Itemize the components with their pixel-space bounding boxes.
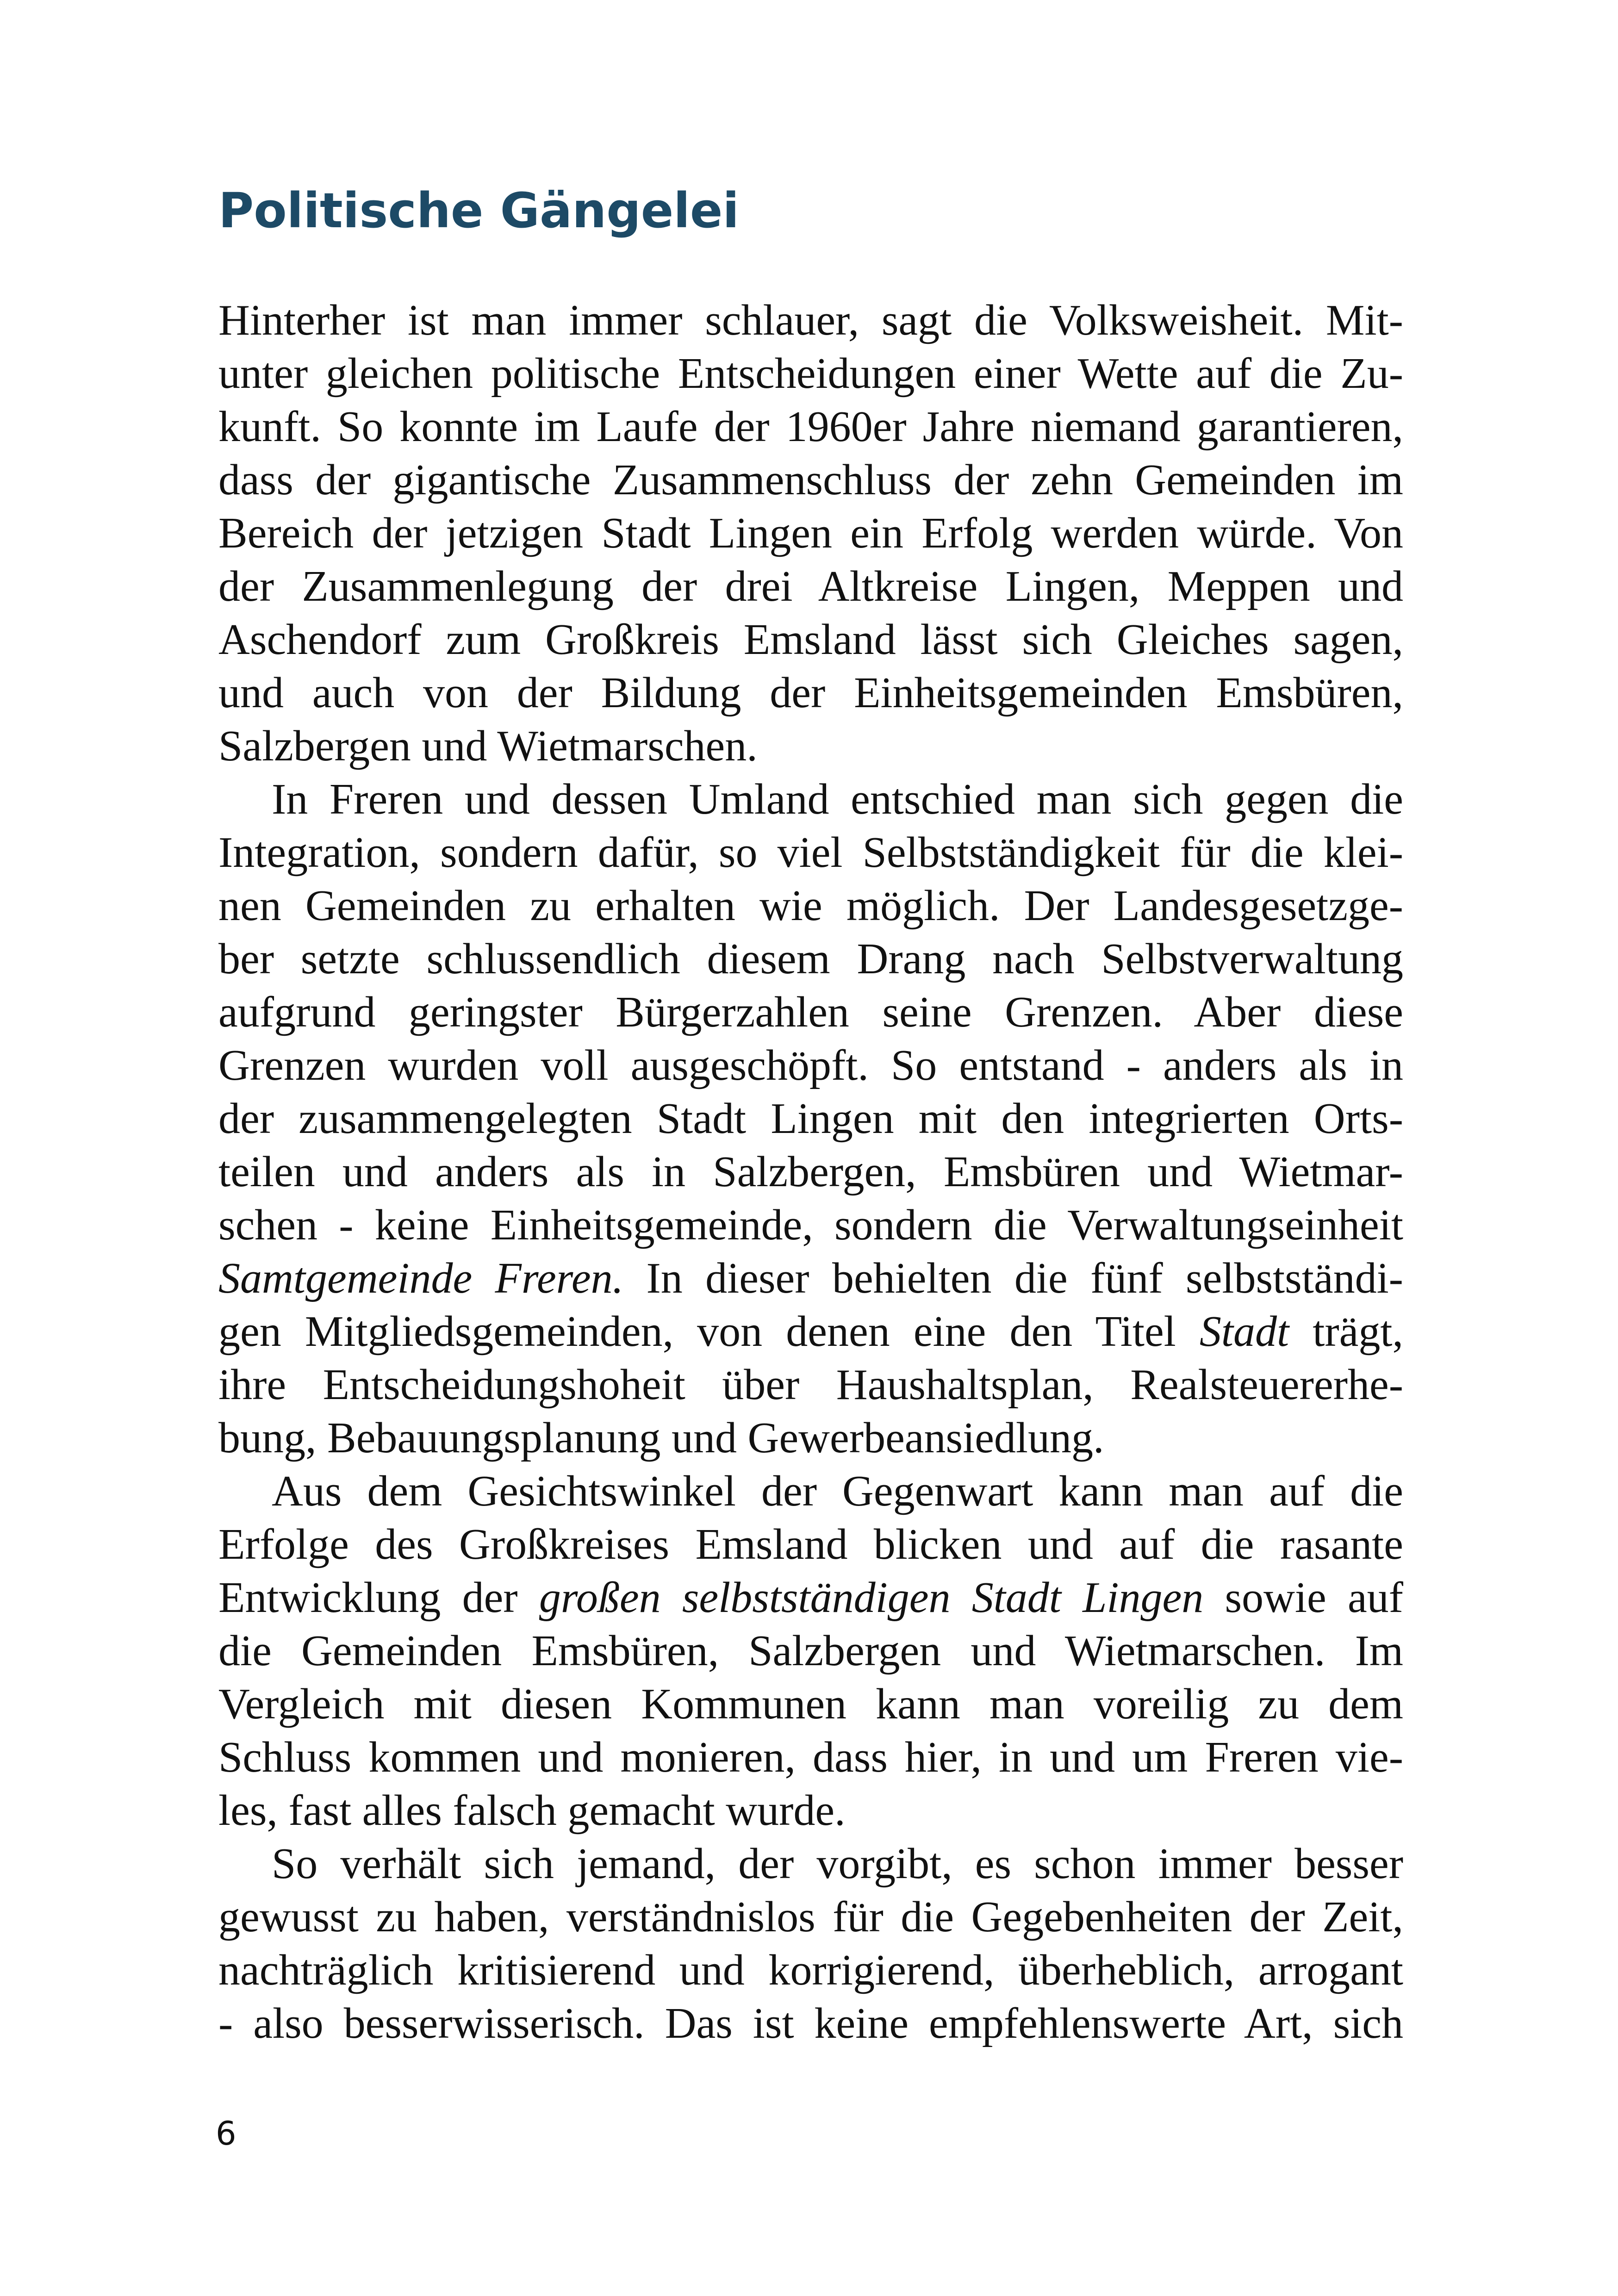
text-line: aufgrund geringster Bürgerzahlen seine Grenzen. Aber diese xyxy=(218,988,1403,1036)
italic-run: Stadt xyxy=(1199,1307,1289,1356)
text-line-mixed xyxy=(218,1571,1403,1624)
text-line: nachträglich kritisierend und korrigierend, überheblich, arrogant xyxy=(218,1946,1403,1994)
paragraph-4 xyxy=(218,1837,1403,2050)
text-run: sowie auf xyxy=(1203,1574,1403,1622)
text-line: Vergleich mit diesen Kommunen kann man voreilig zu dem xyxy=(218,1680,1403,1728)
text-line: nen Gemeinden zu erhalten wie möglich. Der Landesgesetzge- xyxy=(218,882,1403,930)
text-line: - also besserwisserisch. Das ist keine empfehlenswerte Art, sich xyxy=(218,1999,1403,2047)
paragraph-2 xyxy=(218,773,1403,1465)
text-line: Grenzen wurden voll ausgeschöpft. So entstand - anders als in xyxy=(218,1041,1403,1089)
text-line: Aschendorf zum Großkreis Emsland lässt sich Gleiches sagen, xyxy=(218,616,1403,664)
text-line: schen - keine Einheitsgemeinde, sondern die Verwaltungseinheit xyxy=(218,1201,1403,1249)
text-line: Hinterher ist man immer schlauer, sagt die Volksweisheit. Mit- xyxy=(218,296,1403,344)
text-line: bung, Bebauungsplanung und Gewerbeansiedlung. xyxy=(218,1414,1104,1462)
text-line: und auch von der Bildung der Einheitsgemeinden Emsbüren, xyxy=(218,669,1403,717)
text-line: les, fast alles falsch gemacht wurde. xyxy=(218,1786,846,1835)
text-run: gen Mitgliedsgemeinden, von denen eine den Titel xyxy=(218,1307,1200,1356)
text-line: ber setzte schlussendlich diesem Drang nach Selbstverwaltung xyxy=(218,935,1403,983)
text-line: Integration, sondern dafür, so viel Selbstständigkeit für die klei- xyxy=(218,828,1403,877)
text-line: gewusst zu haben, verständnislos für die Gegebenheiten der Zeit, xyxy=(218,1893,1403,1941)
text-line: der Zusammenlegung der drei Altkreise Lingen, Meppen und xyxy=(218,562,1403,610)
text-line: der zusammengelegten Stadt Lingen mit den integrierten Orts- xyxy=(218,1095,1403,1143)
text-line: So verhält sich jemand, der vorgibt, es schon immer besser xyxy=(272,1840,1403,1888)
body-text xyxy=(218,294,1403,2050)
text-line: In Freren und dessen Umland entschied man sich gegen die xyxy=(272,775,1403,823)
text-line: Bereich der jetzigen Stadt Lingen ein Erfolg werden würde. Von xyxy=(218,509,1403,557)
text-line: kunft. So konnte im Laufe der 1960er Jahre niemand garantieren, xyxy=(218,403,1403,451)
text-line-mixed xyxy=(218,1305,1403,1358)
paragraph-3 xyxy=(218,1465,1403,1837)
text-line: Salzbergen und Wietmarschen. xyxy=(218,722,758,770)
text-line: Schluss kommen und monieren, dass hier, in und um Freren vie- xyxy=(218,1733,1403,1781)
text-line: ihre Entscheidungshoheit über Haushaltsplan, Realsteuererhe- xyxy=(218,1361,1403,1409)
text-line: unter gleichen politische Entscheidungen einer Wette auf die Zu- xyxy=(218,349,1403,398)
page-number: 6 xyxy=(216,2115,236,2153)
text-line: Erfolge des Großkreises Emsland blicken und auf die rasante xyxy=(218,1520,1403,1568)
text-line: dass der gigantische Zusammenschluss der zehn Gemeinden im xyxy=(218,456,1403,504)
text-line-mixed xyxy=(218,1252,1403,1305)
text-run: trägt, xyxy=(1289,1307,1403,1356)
italic-run: großen selbstständigen Stadt Lingen xyxy=(539,1574,1204,1622)
text-line: die Gemeinden Emsbüren, Salzbergen und Wietmarschen. Im xyxy=(218,1627,1403,1675)
page-title: Politische Gängelei xyxy=(218,182,740,239)
italic-run: Samtgemeinde Freren. xyxy=(218,1254,624,1302)
text-run: Entwicklung der xyxy=(218,1574,539,1622)
text-line: teilen und anders als in Salzbergen, Emsbüren und Wietmar- xyxy=(218,1148,1403,1196)
paragraph-1 xyxy=(218,294,1403,773)
text-run: In dieser behielten die fünf selbstständi- xyxy=(623,1254,1403,1302)
text-line: Aus dem Gesichtswinkel der Gegenwart kann man auf die xyxy=(272,1467,1403,1515)
